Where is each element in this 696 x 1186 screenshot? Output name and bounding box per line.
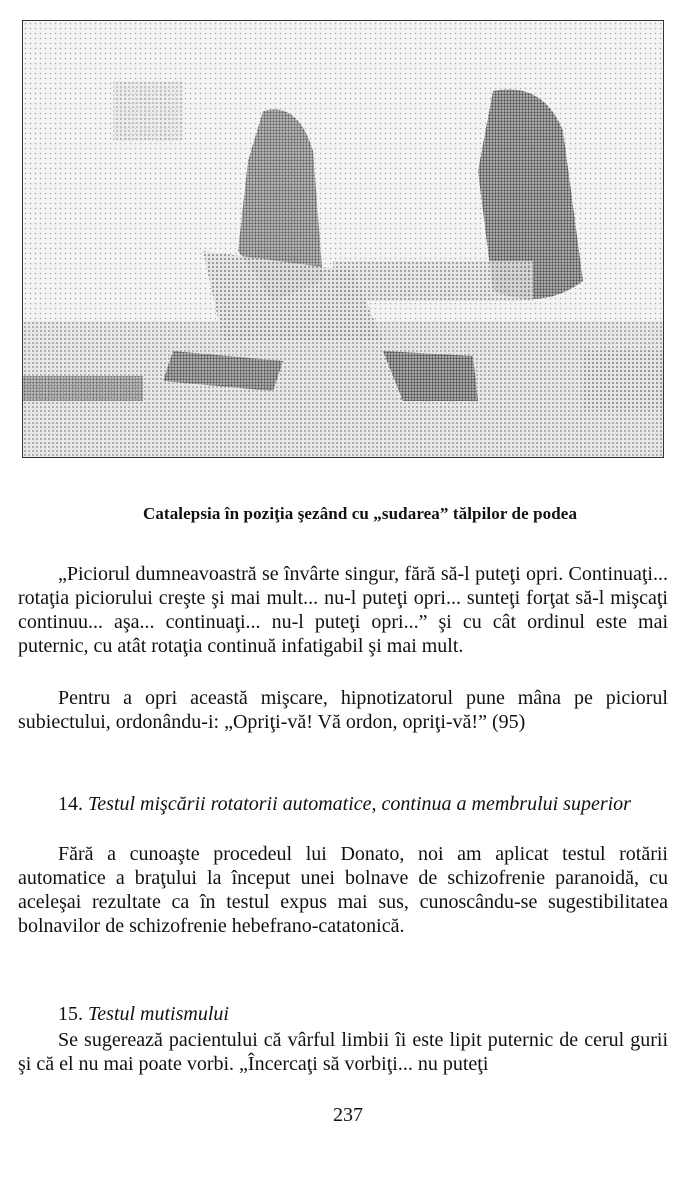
photograph — [22, 20, 664, 458]
section-15-title: Testul mutismului — [88, 1003, 229, 1025]
section-14-body: Fără a cunoaşte procedeul lui Donato, noi am aplicat testul rotării automatice a braţului la început unei bolnave de schizofrenie paranoidă, cu aceleşai rezultate ca în testul expus mai sus, cunoscându-se sugestibilitatea bolnavilor de schizofrenie hebefrano-catatonică. — [18, 843, 668, 937]
section-15-number: 15. — [58, 1003, 83, 1025]
section-15-body: Se sugerează pacientului că vârful limbii îi este lipit puternic de cerul gurii şi că el nu mai poate vorbi. „Încercaţi să vorbiţi... nu puteţi — [18, 1029, 668, 1075]
section-14-heading — [18, 792, 668, 816]
section-15-heading — [18, 1002, 668, 1026]
page-number: 237 — [333, 1104, 363, 1126]
paragraph-quote: „Piciorul dumneavoastră se învârte singur, fără să-l puteţi opri. Continuaţi... rotaţia piciorului creşte şi mai mult... nu-l puteţi opri... sunteţi forţat să-l mişcaţi continuu... aşa... continuaţi... nu-l puteţi opri...” şi cu cât ordinul este mai puternic, cu atât rotaţia continuă infatigabil şi mai mult. — [18, 563, 668, 657]
photo-illustration — [23, 21, 664, 458]
paragraph-stop: Pentru a opri această mişcare, hipnotizatorul pune mâna pe piciorul subiectului, ordonându-i: „Opriţi-vă! Vă ordon, opriţi-vă!” (95) — [18, 687, 668, 733]
section-14-title: Testul mişcării rotatorii automatice, continua a membrului superior — [88, 793, 631, 815]
section-14-number: 14. — [58, 793, 83, 815]
photo-caption: Catalepsia în poziţia şezând cu „sudarea” tălpilor de podea — [142, 504, 578, 523]
